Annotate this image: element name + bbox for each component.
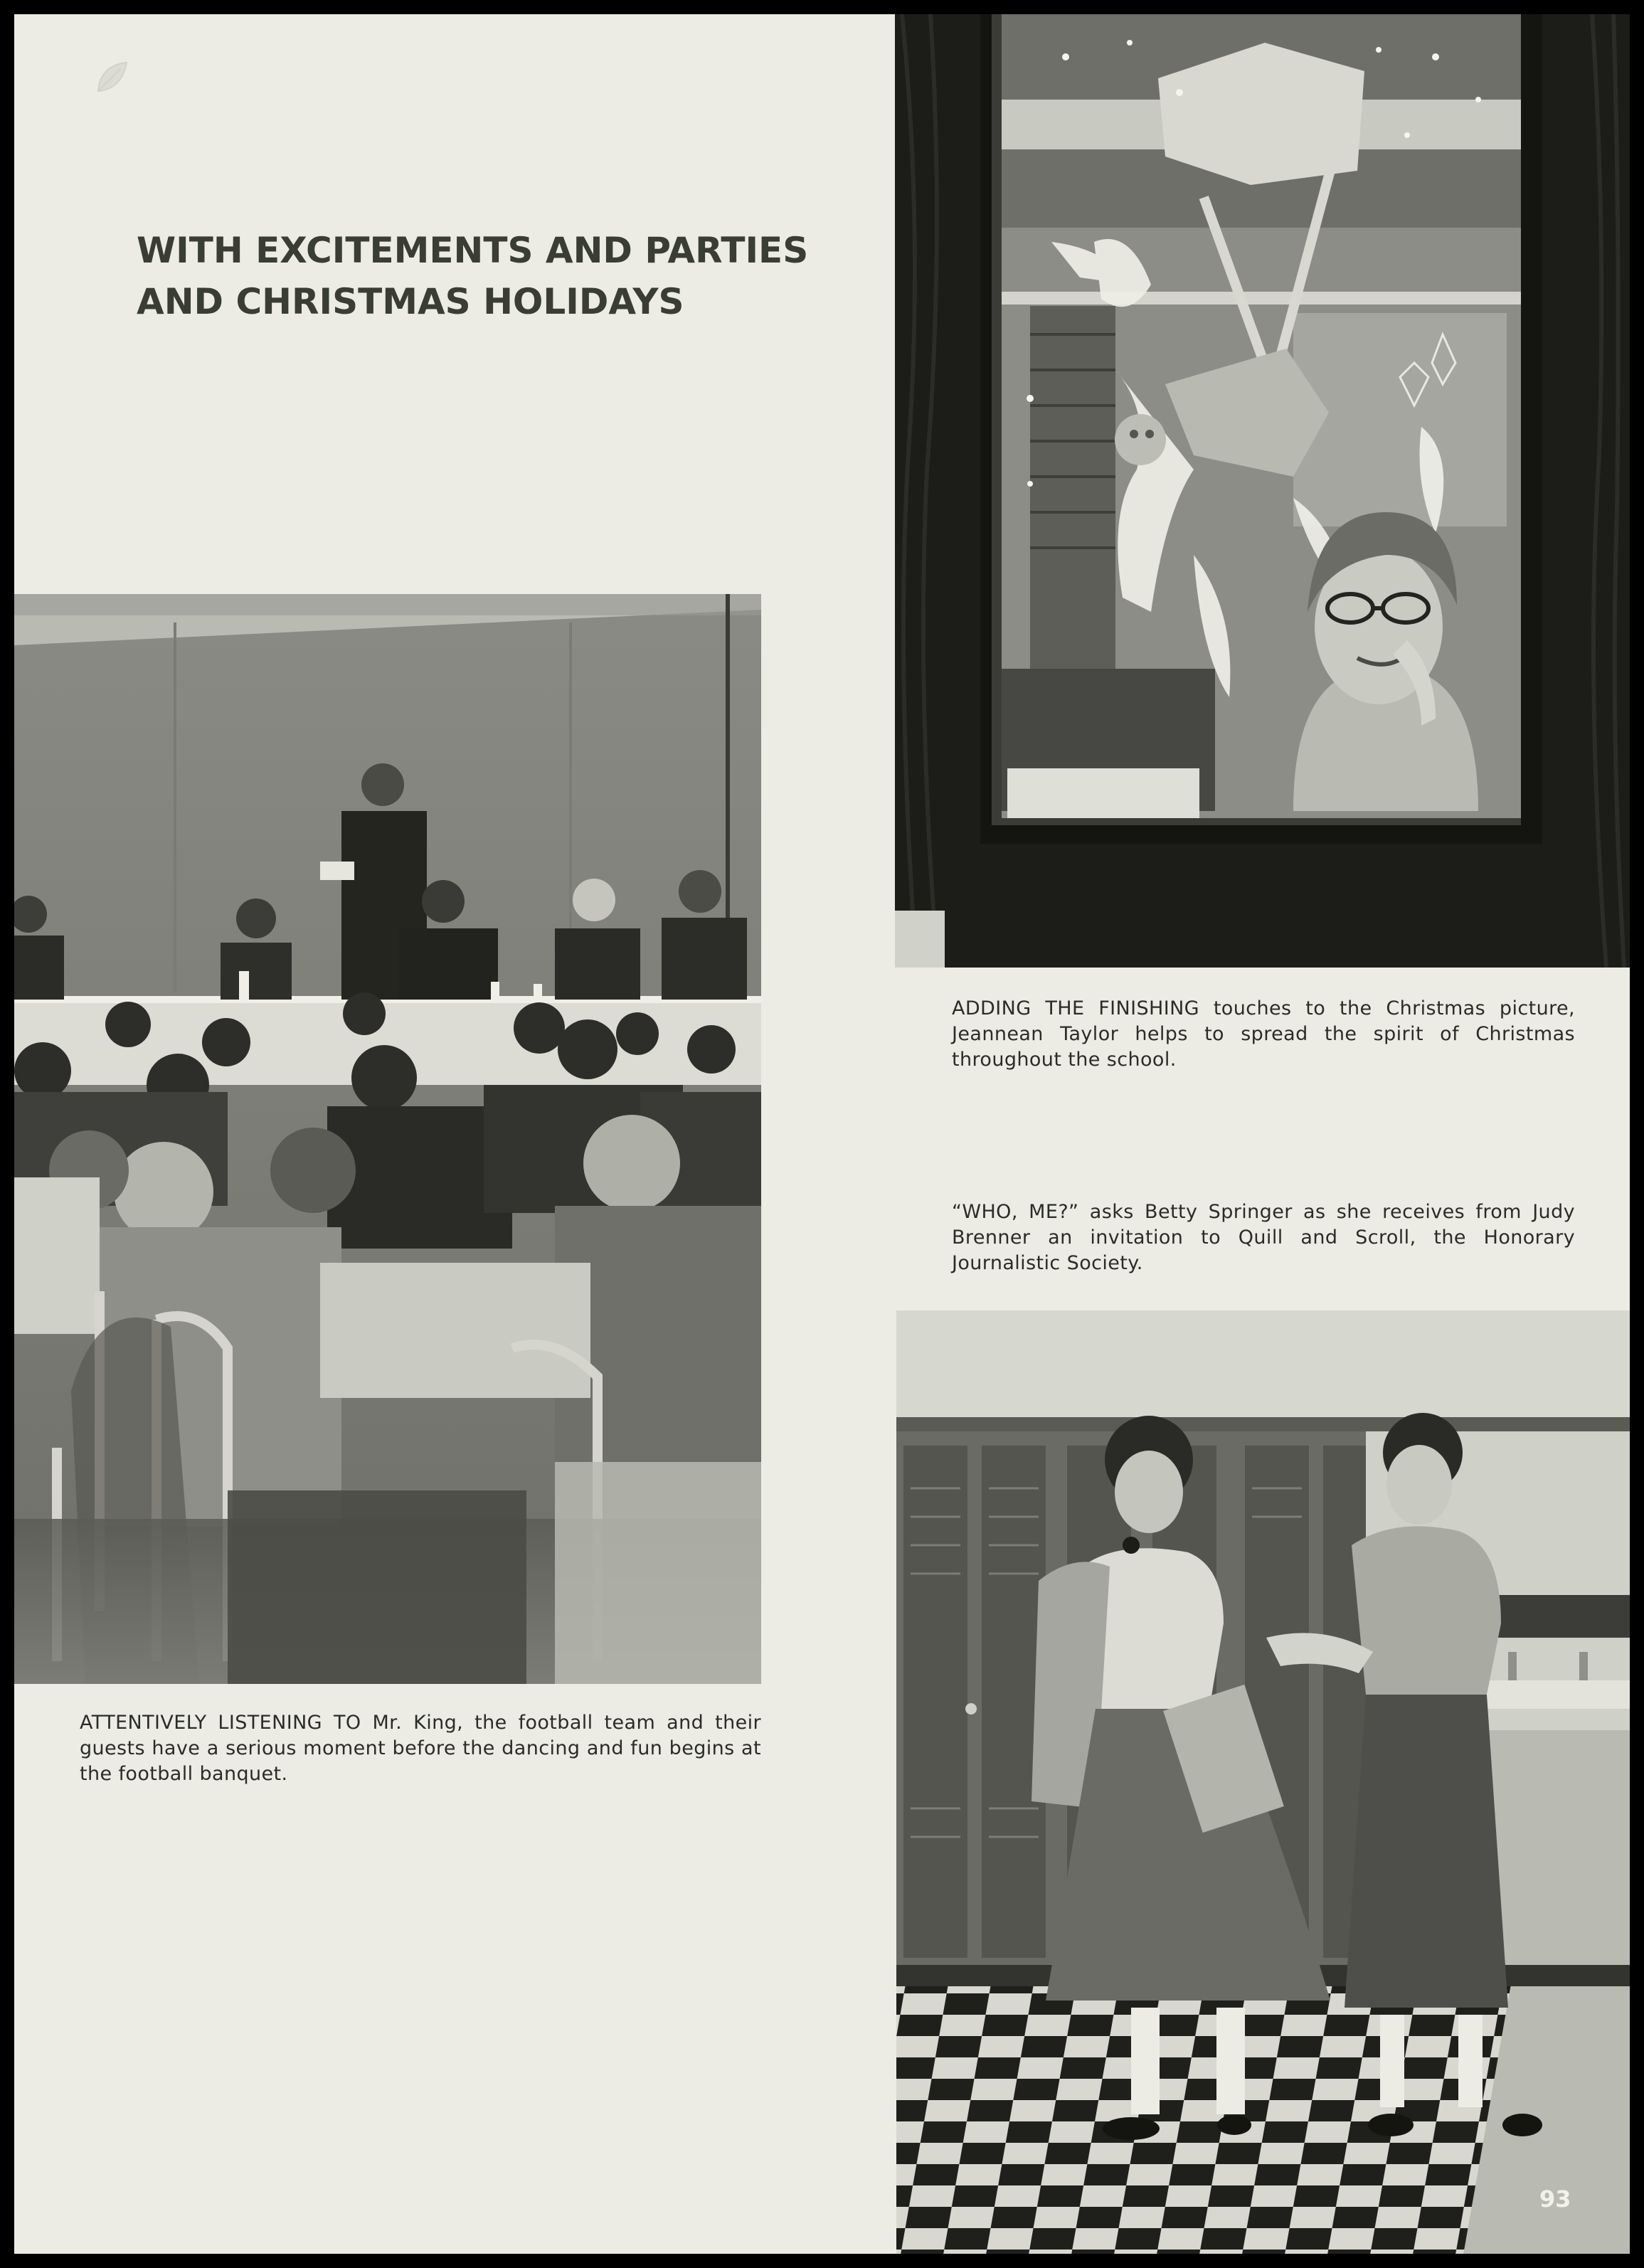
- caption-christmas-window: ADDING THE FINISHING touches to the Christmas picture, Jeannean Taylor helps to spread the spirit of Christmas throughout the school.: [952, 997, 1575, 1071]
- headline-line-1: WITH EXCITEMENTS AND PARTIES: [137, 230, 809, 271]
- page-number: 93: [1539, 2185, 1571, 2213]
- caption-invitation: “WHO, ME?” asks Betty Springer as she receives from Judy Brenner an invitation to Quill and Scroll, the Honorary Journalistic Society.: [952, 1201, 1575, 1274]
- headline-line-2: AND CHRISTMAS HOLIDAYS: [137, 281, 684, 322]
- hallway-invitation-photo: [896, 1310, 1630, 2254]
- christmas-window-photo: [895, 14, 1630, 968]
- yearbook-page: [14, 14, 1630, 2254]
- page-headline: [137, 225, 848, 327]
- leaf-watermark-icon: [92, 58, 131, 97]
- football-banquet-photo: [14, 594, 761, 1684]
- caption-football-banquet: ATTENTIVELY LISTENING TO Mr. King, the football team and their guests have a serious moment before the dancing and fun begins at the football banquet.: [80, 1712, 761, 1785]
